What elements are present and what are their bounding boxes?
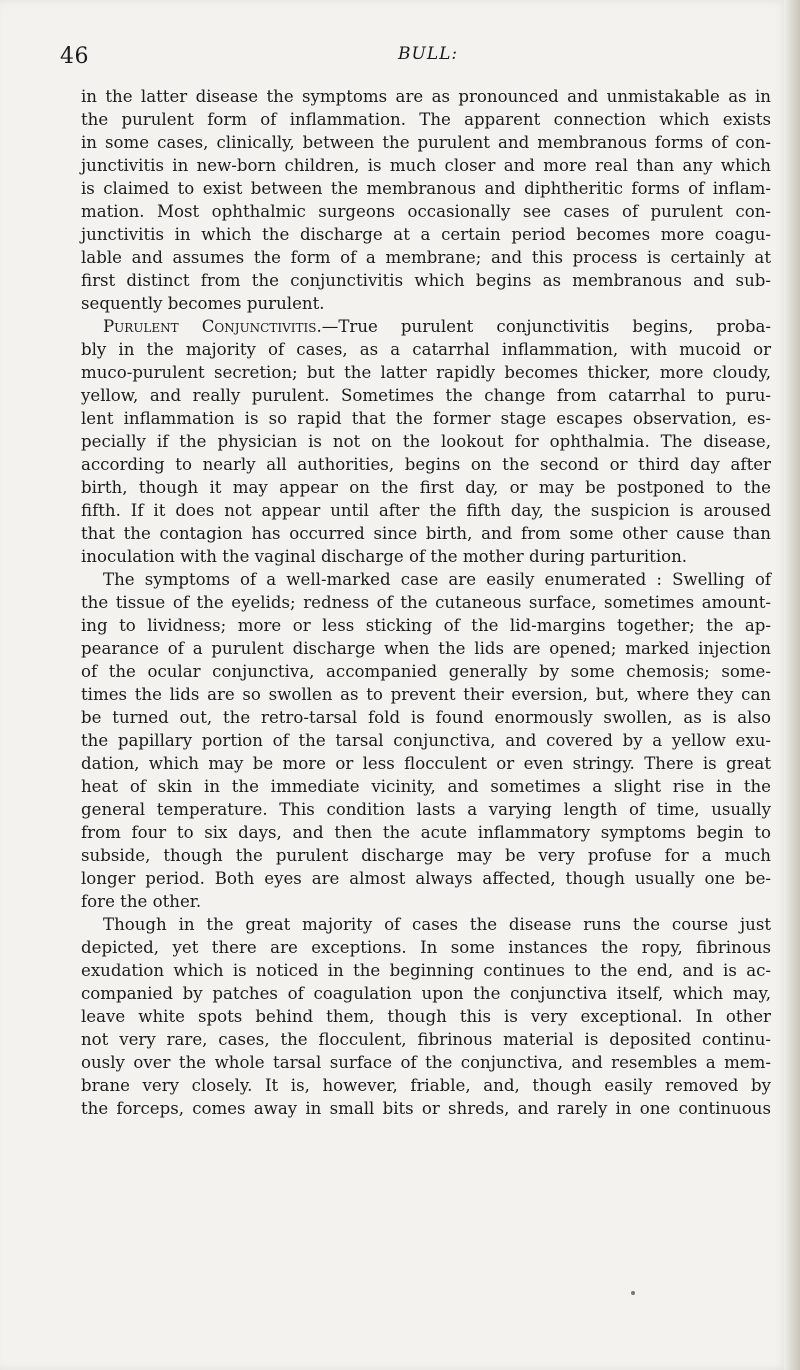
text-line: depicted, yet there are exceptions. In some instances the ropy, fibrinous xyxy=(81,938,771,957)
page-edge xyxy=(784,0,800,1370)
text-line: sequently becomes purulent. xyxy=(81,294,325,313)
text-line: mation. Most ophthalmic surgeons occasionally see cases of purulent con- xyxy=(81,202,771,221)
text-line: longer period. Both eyes are almost always affected, though usually one be- xyxy=(81,869,771,888)
text-line: times the lids are so swollen as to prevent their eversion, but, where they can xyxy=(81,685,771,704)
text-line: not very rare, cases, the flocculent, fibrinous material is deposited continu- xyxy=(81,1030,771,1049)
text-line: companied by patches of coagulation upon the conjunctiva itself, which may, xyxy=(81,984,771,1003)
section-line xyxy=(81,315,771,338)
text-line: the purulent form of inflammation. The apparent connection which exists xyxy=(81,110,771,129)
text-line: heat of skin in the immediate vicinity, and sometimes a slight rise in the xyxy=(81,777,771,796)
text-line: yellow, and really purulent. Sometimes the change from catarrhal to puru- xyxy=(81,386,771,405)
text-line: junctivitis in which the discharge at a certain period becomes more coagu- xyxy=(81,225,771,244)
text-line: be turned out, the retro-tarsal fold is found enormously swollen, as is also xyxy=(81,708,771,727)
text-line: —True purulent conjunctivitis begins, proba- xyxy=(321,317,771,336)
page-number: 46 xyxy=(60,44,89,69)
text-line: brane very closely. It is, however, friable, and, though easily removed by xyxy=(81,1076,771,1095)
text-line: lable and assumes the form of a membrane; and this process is certainly at xyxy=(81,248,771,267)
text-line: first distinct from the conjunctivitis which begins as membranous and sub- xyxy=(81,271,771,290)
text-line: lent inflammation is so rapid that the former stage escapes observation, es- xyxy=(81,409,771,428)
ink-speck xyxy=(631,1291,635,1295)
text-line: the forceps, comes away in small bits or shreds, and rarely in one continuous xyxy=(81,1099,771,1118)
section-heading: Purulent Conjunctivitis. xyxy=(103,317,322,336)
text-line: ing to lividness; more or less sticking of the lid-margins together; the ap- xyxy=(81,616,771,635)
text-line: dation, which may be more or less flocculent or even stringy. There is great xyxy=(81,754,771,773)
text-line: fifth. If it does not appear until after the fifth day, the suspicion is aroused xyxy=(81,501,771,520)
text-line: pearance of a purulent discharge when the lids are opened; marked injection xyxy=(81,639,771,658)
text-line: The symptoms of a well-marked case are easily enumerated : Swelling of xyxy=(103,570,771,589)
text-line: Though in the great majority of cases the disease runs the course just xyxy=(103,915,771,934)
text-line: from four to six days, and then the acute inflammatory symptoms begin to xyxy=(81,823,771,842)
text-line: in some cases, clinically, between the purulent and membranous forms of con- xyxy=(81,133,771,152)
text-line: the papillary portion of the tarsal conjunctiva, and covered by a yellow exu- xyxy=(81,731,771,750)
text-line: general temperature. This condition lasts a varying length of time, usually xyxy=(81,800,771,819)
text-line: of the ocular conjunctiva, accompanied generally by some chemosis; some- xyxy=(81,662,771,681)
text-line: is claimed to exist between the membranous and diphtheritic forms of inflam- xyxy=(81,179,771,198)
text-line: pecially if the physician is not on the lookout for ophthalmia. The disease, xyxy=(81,432,771,451)
text-line: according to nearly all authorities, begins on the second or third day after xyxy=(81,455,771,474)
text-line: the tissue of the eyelids; redness of the cutaneous surface, sometimes amount- xyxy=(81,593,771,612)
running-head: BULL: xyxy=(398,44,459,64)
text-line: exudation which is noticed in the beginning continues to the end, and is ac- xyxy=(81,961,771,980)
text-line: junctivitis in new-born children, is much closer and more real than any which xyxy=(81,156,771,175)
text-line: leave white spots behind them, though this is very exceptional. In other xyxy=(81,1007,771,1026)
text-line: inoculation with the vaginal discharge of the mother during parturition. xyxy=(81,547,688,566)
body-text xyxy=(81,85,771,1120)
text-line: bly in the majority of cases, as a catarrhal inflammation, with mucoid or xyxy=(81,340,771,359)
text-line: in the latter disease the symptoms are as pronounced and unmistakable as in xyxy=(81,87,771,106)
text-line: ously over the whole tarsal surface of the conjunctiva, and resembles a mem- xyxy=(81,1053,771,1072)
text-line: that the contagion has occurred since birth, and from some other cause than xyxy=(81,524,771,543)
text-line: birth, though it may appear on the first day, or may be postponed to the xyxy=(81,478,771,497)
text-line: muco-purulent secretion; but the latter rapidly becomes thicker, more cloudy, xyxy=(81,363,771,382)
text-line: fore the other. xyxy=(81,892,202,911)
text-line: subside, though the purulent discharge may be very profuse for a much xyxy=(81,846,771,865)
